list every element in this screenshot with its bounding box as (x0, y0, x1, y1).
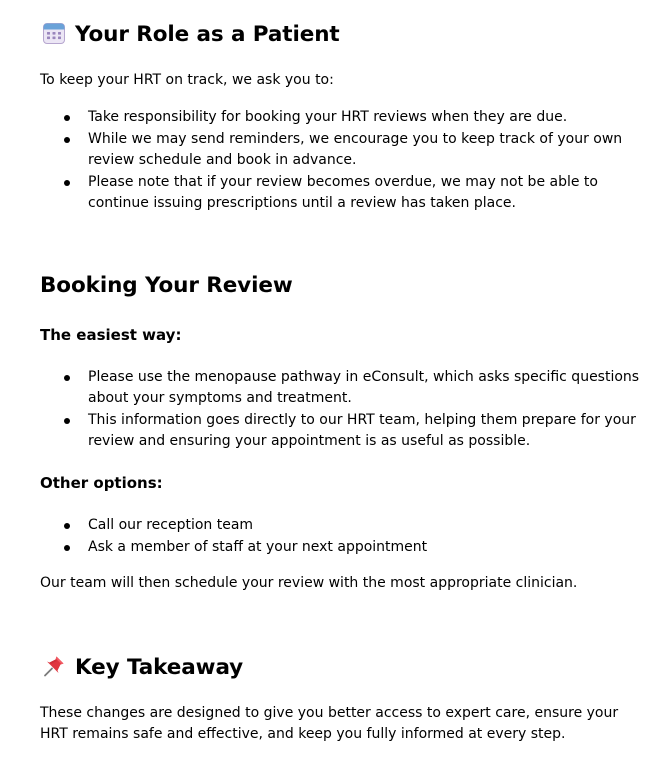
list-item-text: Call our reception team (88, 517, 254, 533)
booking-closing-text: Our team will then schedule your review with the most appropriate clinician. (40, 575, 578, 591)
list-item (40, 410, 650, 452)
bullet-icon (64, 375, 70, 381)
easiest-bullet-list (40, 367, 650, 453)
role-bullet-list (40, 107, 650, 215)
list-item (40, 367, 650, 409)
list-item-text: While we may send reminders, we encourage you to keep track of your own review schedule and book in advance. (88, 131, 623, 168)
list-item-text: This information goes directly to our HRT team, helping them prepare for your review and ensuring your appointment is as useful as possible. (88, 412, 636, 449)
list-item-text: Please note that if your review becomes overdue, we may not be able to continue issuing prescriptions until a review has taken place. (88, 174, 598, 211)
booking-section-title: Booking Your Review (40, 273, 293, 298)
list-item-text: Ask a member of staff at your next appointment (88, 539, 428, 555)
other-options-heading: Other options: (40, 474, 163, 492)
calendar-icon (42, 21, 66, 45)
list-item (40, 537, 650, 558)
other-options-list (40, 515, 650, 559)
bullet-icon (64, 115, 70, 121)
pushpin-icon (42, 654, 66, 678)
takeaway-section-title-text: Key Takeaway (75, 655, 244, 680)
bullet-icon (64, 545, 70, 551)
bullet-icon (64, 180, 70, 186)
bullet-icon (64, 137, 70, 143)
list-item-text: Please use the menopause pathway in eConsult, which asks specific questions about your symptoms and treatment. (88, 369, 640, 406)
bullet-icon (64, 523, 70, 529)
list-item (40, 129, 650, 171)
role-intro: To keep your HRT on track, we ask you to: (40, 72, 334, 88)
list-item (40, 107, 650, 128)
role-section-title-text: Your Role as a Patient (75, 22, 340, 47)
role-section-title (42, 21, 340, 48)
takeaway-body: These changes are designed to give you better access to expert care, ensure your HRT remains safe and effective, and keep you fully informed at every step. (40, 705, 619, 742)
easiest-way-heading: The easiest way: (40, 326, 182, 344)
takeaway-section-title (42, 654, 243, 681)
list-item-text: Take responsibility for booking your HRT reviews when they are due. (88, 109, 568, 125)
list-item (40, 172, 650, 214)
list-item (40, 515, 650, 536)
bullet-icon (64, 418, 70, 424)
